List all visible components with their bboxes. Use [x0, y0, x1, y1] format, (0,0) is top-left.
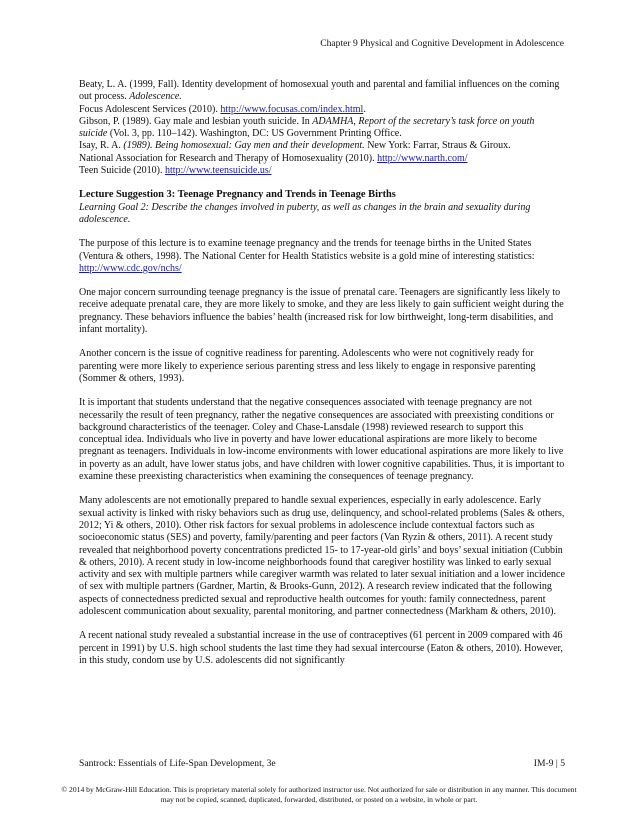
body-paragraph: A recent national study revealed a substantial increase in the use of contraceptives (61 percent in 2009 compared with 46 percent in 1991) by U.S. high school students the last time they had sexual intercourse (Eaton & others, 2010). However, in this study, condom use by U.S. adolescents did not significantly: [79, 630, 563, 666]
reference-item: Isay, R. A. (1989). Being homosexual: Gay men and their development. New York: Farrar, Straus & Giroux.: [79, 140, 511, 152]
intro-paragraph: The purpose of this lecture is to examine teenage pregnancy and the trends for teenage births in the United States (Ventura & others, 1998). The National Center for Health Statistics website is a gold mine of interesting statistics: http://www.cdc.gov/nchs/: [79, 238, 535, 274]
section-heading: Lecture Suggestion 3: Teenage Pregnancy and Trends in Teenage Births: [79, 189, 396, 201]
reference-item: Focus Adolescent Services (2010). http://www.focusas.com/index.html.: [79, 103, 366, 115]
body-paragraph: Another concern is the issue of cognitive readiness for parenting. Adolescents who were not cognitively ready for parenting were more likely to experience serious parenting stress and less likely to engage in responsive parenting (Sommer & others, 1993).: [79, 348, 536, 384]
body-paragraph: One major concern surrounding teenage pregnancy is the issue of prenatal care. Teenagers are significantly less likely to receive adequate prenatal care, they are more likely to smoke, and they are less likely to gain sufficient weight during the pregnancy. These behaviors influence the babies’ health (increased risk for low birthweight, long-term disabilities, and infant mortality).: [79, 287, 564, 336]
reference-link[interactable]: http://www.narth.com/: [377, 152, 468, 164]
cdc-link[interactable]: http://www.cdc.gov/nchs/: [79, 262, 182, 274]
reference-item: Gibson, P. (1989). Gay male and lesbian youth suicide. In ADAMHA, Report of the secretary’s task force on youth suicide (Vol. 3, pp. 110–142). Washington, DC: US Government Printing Office.: [79, 115, 535, 140]
reference-item: National Association for Research and Therapy of Homosexuality (2010). http://www.narth.com/: [79, 152, 468, 164]
copyright-notice: © 2014 by McGraw-Hill Education. This is proprietary material solely for authorized instructor use. Not authorized for sale or distribution in any manner. This document may not be copied, scanned, duplicated, forwarded, distributed, or posted on a website, in whole or part.: [61, 785, 577, 804]
body-paragraph: It is important that students understand that the negative consequences associated with teenage pregnancy are not necessarily the result of teen pregnancy, rather the negative consequences are associated with preexisting conditions or background characteristics of the teenager. Coley and Chase-Lansdale (1998) reviewed research to support this conceptual idea. Individuals who live in poverty and have lower educational aspirations are more likely to become pregnant as teenagers. Individuals in low-income environments with lower educational aspirations are more likely to live in poverty as an adult, have lower status jobs, and have children with lower cognitive capabilities. Thus, it is important to examine these preexisting characteristics when examining the consequences of teenage pregnancy.: [79, 397, 565, 483]
reference-item: Beaty, L. A. (1999, Fall). Identity development of homosexual youth and parental and familial influences on the coming out process. Adolescence.: [79, 79, 560, 103]
reference-link[interactable]: http://www.teensuicide.us/: [164, 165, 272, 177]
body-paragraph: Many adolescents are not emotionally prepared to handle sexual experiences, especially in early adolescence. Early sexual activity is linked with risky behaviors such as drug use, delinquency, and school-related problems (Sales & others, 2012; Yi & others, 2010). Other risk factors for sexual problems in adolescence include contextual factors such as socioeconomic status (SES) and poverty, family/parenting and peer factors (Van Ryzin & others, 2011). A recent study revealed that neighborhood poverty concentrations predicted 15- to 17-year-old girls’ and boys’ sexual initiation (Cubbin & others, 2010). A recent study in low-income neighborhoods found that caregiver hostility was linked to early sexual activity and sex with multiple partners while caregiver warmth was related to later sexual initiation and a lower incidence of sex with multiple partners (Gardner, Martin, & Brooks-Gunn, 2012). A research review indicated that the following aspects of connectedness predicted sexual and reproductive health outcomes for youth: family connectedness, parent adolescent communication about sexuality, parental monitoring, and partner connectedness (Markham & others, 2010).: [79, 495, 565, 617]
reference-list: [79, 79, 565, 177]
page-number: IM-9 | 5: [533, 758, 565, 769]
book-title: Santrock: Essentials of Life-Span Development, 3e: [79, 758, 276, 769]
reference-item: Teen Suicide (2010). http://www.teensuicide.us/: [79, 165, 272, 177]
page-body: [79, 79, 565, 667]
learning-goal: Learning Goal 2: Describe the changes involved in puberty, as well as changes in the brain and sexuality during adolescence.: [79, 201, 531, 225]
running-header: Chapter 9 Physical and Cognitive Development in Adolescence: [320, 38, 564, 49]
reference-link[interactable]: http://www.focusas.com/index.html: [220, 103, 364, 115]
